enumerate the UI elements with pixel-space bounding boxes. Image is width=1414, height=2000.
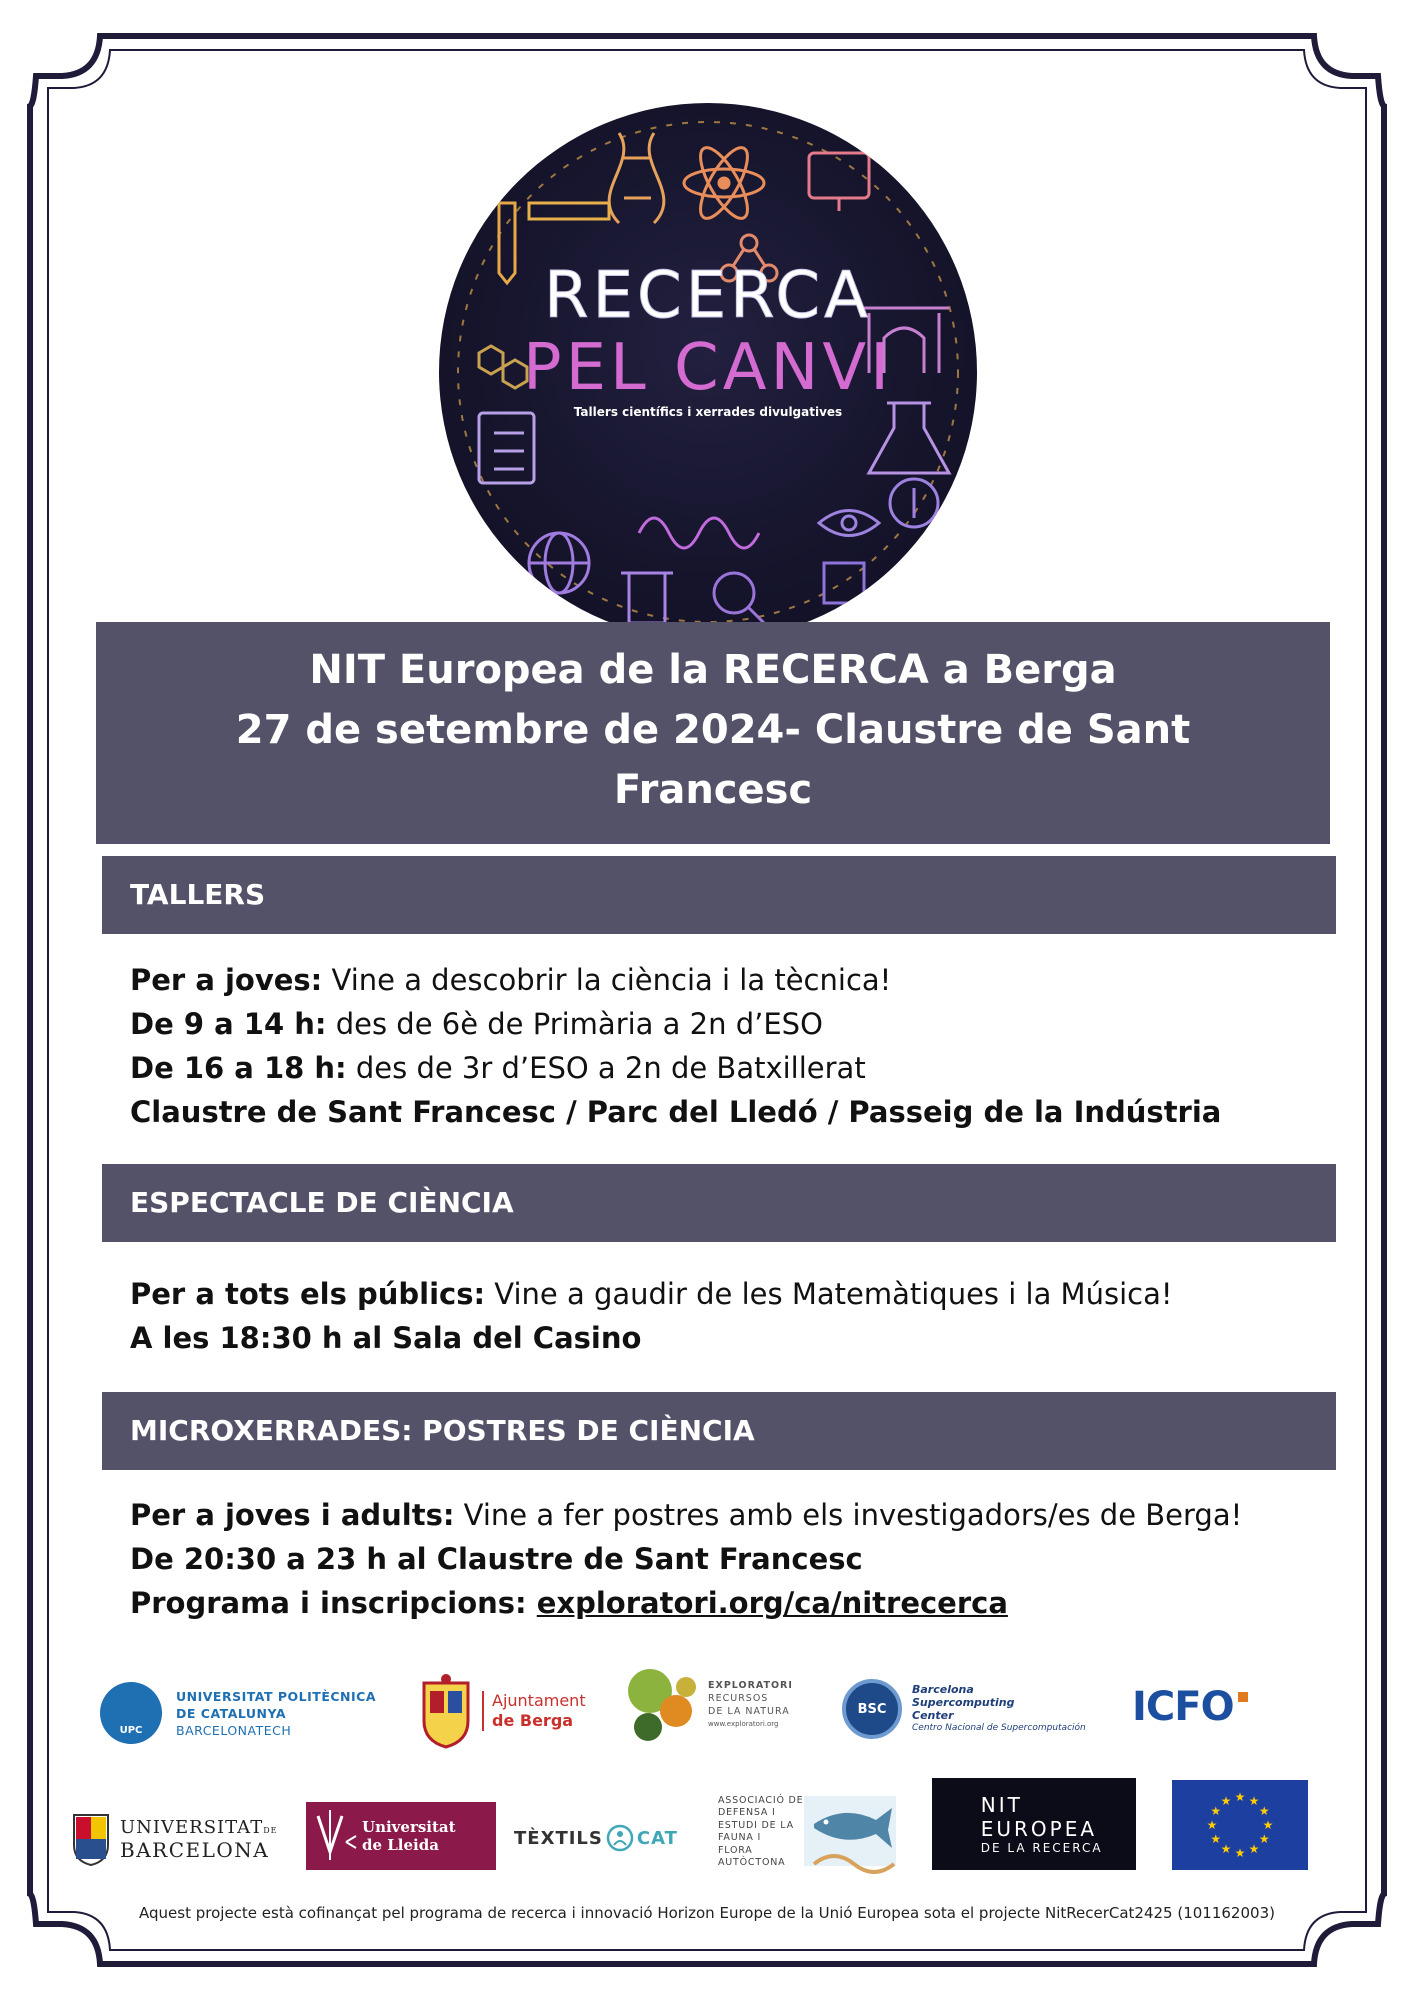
- microxerrades-details: [130, 1493, 1242, 1625]
- hero-subtitle: Tallers científics i xerrades divulgatives: [573, 405, 843, 419]
- berga-coat-of-arms-icon: [418, 1673, 474, 1749]
- hero-title-line2: PEL CANVI: [522, 331, 894, 405]
- bsc-line2: Supercomputing: [912, 1696, 1015, 1709]
- eu-stars-icon: [1172, 1780, 1308, 1870]
- adefa-line3: ESTUDI DE LA: [718, 1819, 794, 1831]
- microxerrades-audience: Per a joves i adults: Vine a fer postres amb els investigadors/es de Berga!: [130, 1498, 1243, 1532]
- upc-name-line2: DE CATALUNYA: [176, 1705, 287, 1721]
- bsc-badge: BSC: [842, 1679, 902, 1739]
- tallers-slot-morning: De 9 a 14 h: des de 6è de Primària a 2n d’ESO: [130, 1007, 823, 1041]
- tallers-venues: Claustre de Sant Francesc / Parc del Lledó / Passeig de la Indústria: [130, 1095, 1222, 1129]
- icfo-logo: [1132, 1682, 1272, 1732]
- exploratori-emblem-icon: [620, 1661, 704, 1749]
- textils-text-left: TÈXTILS: [514, 1827, 603, 1849]
- eu-star-icon: ★: [1248, 1842, 1260, 1857]
- hero-title-line1: RECERCA: [544, 259, 872, 333]
- program-line: Programa i inscripcions: exploratori.org/ca/nitrecerca: [130, 1586, 1008, 1620]
- tallers-audience: Per a joves: Vine a descobrir la ciència i la tècnica!: [130, 963, 892, 997]
- bsc-line4: Centro Nacional de Supercomputación: [912, 1723, 1086, 1733]
- eu-star-icon: ★: [1210, 1832, 1222, 1846]
- upc-logo: [100, 1680, 400, 1746]
- funding-note: Aquest projecte està cofinançat pel programa de recerca i innovació Horizon Europe de la Unió Europea sota el projecte NitRecerCat2425 (101162003): [139, 1904, 1275, 1922]
- adefa-line1: ASSOCIACIÓ DE: [718, 1794, 804, 1806]
- espectacle-time-place: A les 18:30 h al Sala del Casino: [130, 1321, 642, 1355]
- adefa-line5: FLORA: [718, 1844, 753, 1856]
- ub-line1: UNIVERSITAT: [120, 1816, 264, 1838]
- eu-star-icon: ★: [1220, 1793, 1232, 1808]
- adefa-line2: DEFENSA I: [718, 1807, 776, 1818]
- ajuntament-line1: Ajuntament: [492, 1691, 586, 1710]
- exploratori-line2: RECURSOS: [708, 1693, 769, 1704]
- eu-flag-logo: [1172, 1780, 1308, 1870]
- crescent-moon-icon: [938, 1784, 979, 1864]
- bsc-logo: [842, 1676, 1112, 1742]
- eu-star-icon: ★: [1210, 1804, 1222, 1818]
- textils-cat-logo: [514, 1818, 694, 1858]
- eu-star-icon: ★: [1258, 1832, 1270, 1846]
- exploratori-line4: www.exploratori.org: [708, 1720, 779, 1728]
- ajuntament-berga-logo: [418, 1670, 598, 1752]
- exploratori-line3: DE LA NATURA: [708, 1706, 790, 1717]
- upc-name-line3: BARCELONATECH: [176, 1722, 292, 1738]
- nit-line2: DE LA RECERCA: [980, 1841, 1103, 1855]
- event-title-line2: 27 de setembre de 2024- Claustre de Sant: [235, 707, 1191, 753]
- icfo-mark-icon: [1238, 1692, 1248, 1702]
- ajuntament-line2: de Berga: [492, 1711, 574, 1730]
- eu-star-icon: ★: [1234, 1790, 1246, 1804]
- fish-icon: [804, 1786, 896, 1878]
- eu-star-icon: ★: [1248, 1793, 1260, 1808]
- event-title-banner: [96, 622, 1330, 844]
- ub-shield-icon: [72, 1811, 110, 1867]
- event-title-line3: Francesc: [613, 767, 813, 813]
- udl-line1: Universitat: [362, 1818, 456, 1836]
- section-heading-tallers: TALLERS: [102, 856, 1336, 934]
- eu-star-icon: ★: [1262, 1818, 1274, 1832]
- hero-logo: [439, 103, 977, 641]
- eu-star-icon: ★: [1220, 1842, 1232, 1857]
- tallers-slot-afternoon: De 16 a 18 h: des de 3r d’ESO a 2n de Batxillerat: [130, 1051, 866, 1085]
- tallers-details: [130, 958, 1221, 1134]
- espectacle-details: [130, 1272, 1172, 1360]
- eu-star-icon: ★: [1258, 1804, 1270, 1818]
- section-heading-microxerrades: MICROXERRADES: POSTRES DE CIÈNCIA: [102, 1392, 1336, 1470]
- exploratori-line1: EXPLORATORI: [708, 1680, 793, 1691]
- ub-logo: [72, 1808, 288, 1870]
- event-title-line1: NIT Europea de la RECERCA a Berga: [309, 647, 1117, 693]
- microxerrades-time-place: De 20:30 a 23 h al Claustre de Sant Francesc: [130, 1542, 863, 1576]
- textils-figure-icon: [605, 1823, 635, 1853]
- adefa-line6: AUTÒCTONA: [718, 1857, 786, 1868]
- udl-line2: de Lleida: [362, 1836, 439, 1854]
- exploratori-logo: [620, 1660, 796, 1750]
- textils-text-right: CAT: [636, 1827, 678, 1849]
- upc-name-line1: UNIVERSITAT POLITÈCNICA: [176, 1688, 376, 1704]
- eu-star-icon: ★: [1234, 1846, 1246, 1860]
- program-link[interactable]: exploratori.org/ca/nitrecerca: [536, 1586, 1008, 1620]
- ub-line2: BARCELONA: [120, 1837, 270, 1862]
- icfo-text: ICFO: [1132, 1684, 1234, 1730]
- section-heading-espectacle: ESPECTACLE DE CIÈNCIA: [102, 1164, 1336, 1242]
- ub-de: DE: [263, 1825, 278, 1835]
- adefa-logo: [718, 1784, 898, 1880]
- bsc-line1: Barcelona: [912, 1683, 974, 1696]
- nit-europea-logo: [932, 1778, 1136, 1870]
- adefa-line4: FAUNA I: [718, 1832, 762, 1843]
- nit-line1: NIT EUROPEA: [980, 1793, 1098, 1841]
- bsc-line3: Center: [912, 1709, 954, 1722]
- espectacle-audience: Per a tots els públics: Vine a gaudir de les Matemàtiques i la Música!: [130, 1277, 1173, 1311]
- udl-emblem-icon: [306, 1802, 362, 1870]
- upc-badge: UPC: [100, 1682, 162, 1744]
- udl-logo: [306, 1802, 496, 1870]
- eu-star-icon: ★: [1206, 1818, 1218, 1832]
